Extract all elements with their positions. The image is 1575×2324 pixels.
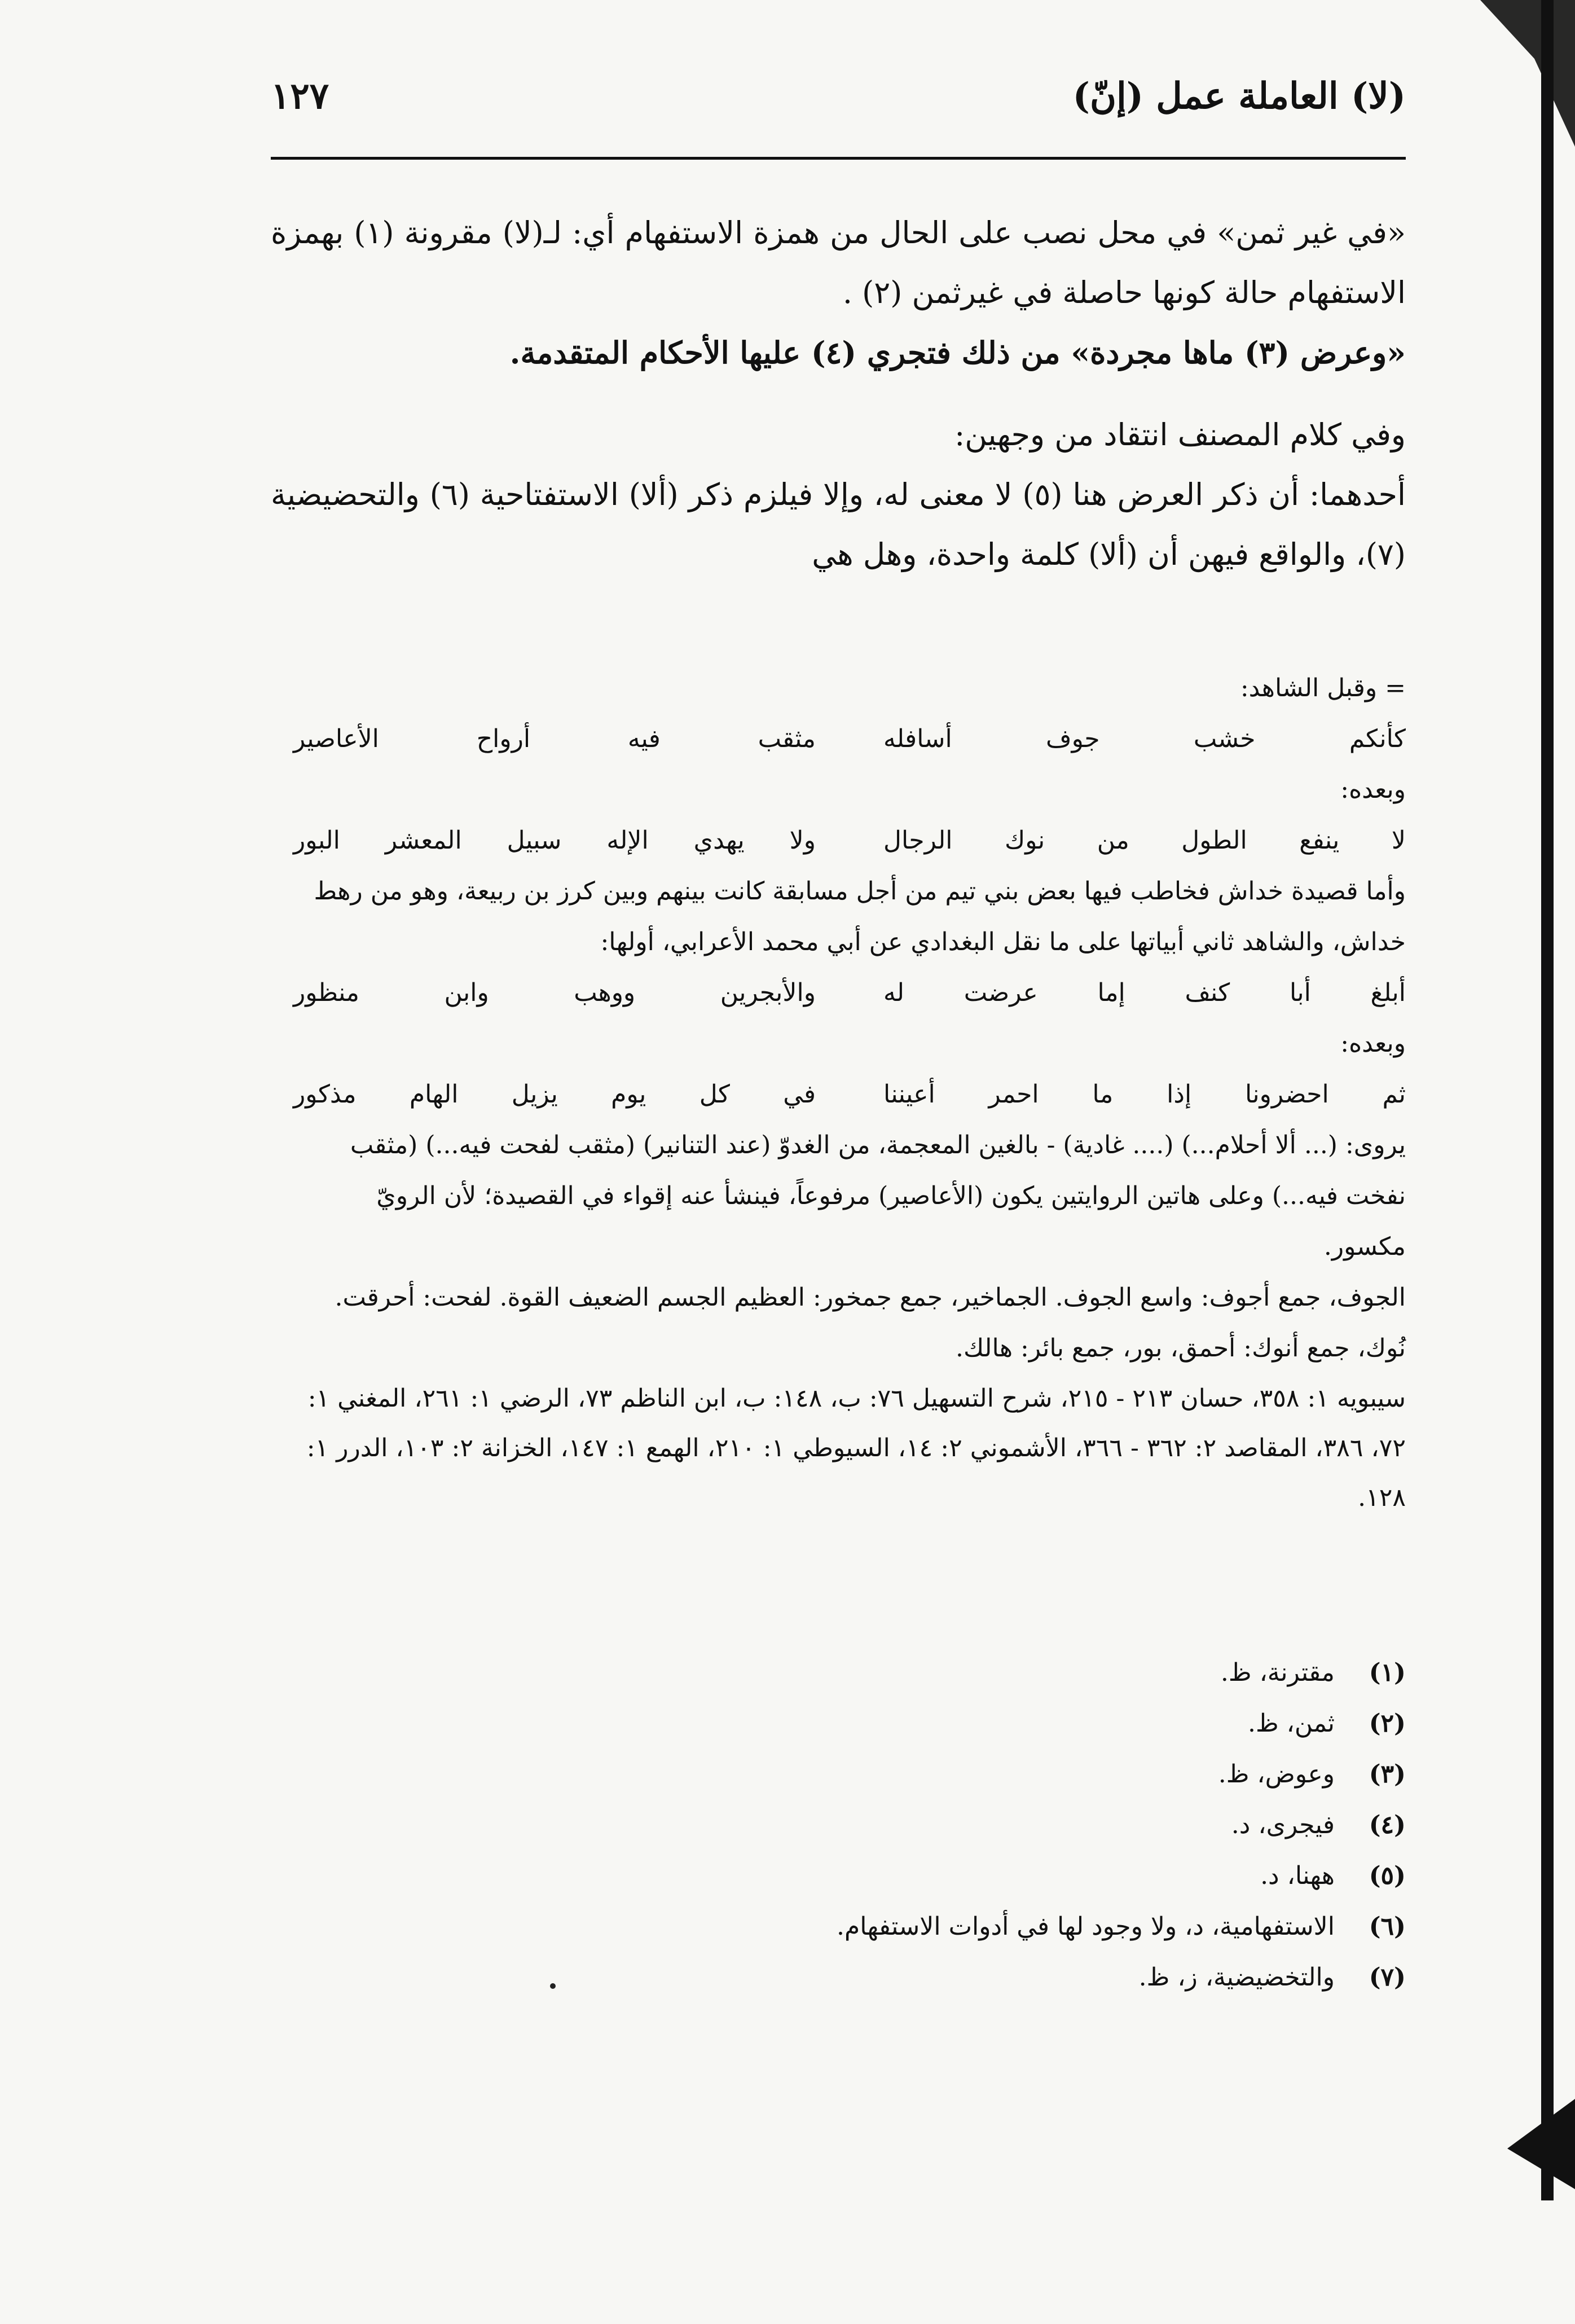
- footnote-number: (٢): [1369, 1709, 1406, 1738]
- paragraph-1: «في غير ثمن» في محل نصب على الحال من همزة الاستفهام أي: لـ(لا) مقرونة (١) بهمزة الاستفهام حالة كونها حاصلة في غيرثمن (٢) .: [271, 215, 1406, 310]
- verse-4-second-hemistich: في كل يوم يزيل الهام مذكور: [293, 1080, 816, 1109]
- footnote-text: ههنا، د.: [1260, 1861, 1335, 1890]
- references: سيبويه ١: ٣٥٨، حسان ٢١٣ - ٢١٥، شرح التسهيل ٧٦: ب، ١٤٨: ب، ابن الناظم ٧٣، الرضي ١: ٢٦١، المغني ١: ٧٢، ٣٨٦، المقاصد ٢: ٣٦٢ - ٣٦٦، الأشموني ٢: ١٤، السيوطي ١: ٢١٠، الهمع ١: ١٤٧، الخزانة ٢: ١٠٣، الدرر ١: ١٢٨.: [306, 1384, 1406, 1512]
- verse-3-first-hemistich: أبلغ أبا كنف إما عرضت له: [883, 978, 1406, 1007]
- footnote-number: (٤): [1369, 1811, 1406, 1839]
- footnote: [293, 1698, 1406, 1749]
- footnote-text: فيجرى، د.: [1231, 1811, 1335, 1839]
- commentary-notes: [293, 663, 1406, 1523]
- footnote: [293, 1749, 1406, 1800]
- footnote-number: (٣): [1369, 1760, 1406, 1789]
- commentary-prose-2: يروى: (... ألا أحلام...) (.... غادية) - بالغين المعجمة، من الغدوّ (عند التنانير) (مثقب لفحت فيه...) (مثقب نفخت فيه...) وعلى هاتين الروايتين يكون (الأعاصير) مرفوعاً، فينشأ عنه إقواء في القصيدة؛ لأن الرويّ مكسور.: [350, 1131, 1406, 1261]
- running-title: (لا) العاملة عمل (إنّ): [1072, 74, 1406, 117]
- footnote: [293, 1901, 1406, 1952]
- footnote: [293, 1800, 1406, 1851]
- verse-line-4: [293, 1069, 1406, 1120]
- footnote-number: (١): [1369, 1658, 1406, 1687]
- verse-4-first-hemistich: ثم احضرونا إذا ما احمر أعيننا: [883, 1080, 1406, 1109]
- commentary-prose-3: الجوف، جمع أجوف: واسع الجوف. الجماخير، جمع جمخور: العظيم الجسم الضعيف القوة. لفحت: أحرقت. نُوك، جمع أنوك: أحمق، بور، جمع بائر: هالك.: [335, 1283, 1406, 1363]
- verse-2-first-hemistich: لا ينفع الطول من نوك الرجال: [883, 826, 1406, 855]
- footnote-text: وعوض، ظ.: [1218, 1760, 1335, 1789]
- binding-edge: [1541, 0, 1554, 2200]
- page-header: [271, 48, 1406, 144]
- footnote-number: (٦): [1369, 1912, 1406, 1941]
- footnote-text: ثمن، ظ.: [1247, 1709, 1335, 1738]
- page-number: ١٢٧: [271, 74, 329, 117]
- footnote-number: (٧): [1369, 1963, 1406, 1992]
- footnote-text: مقترنة، ظ.: [1220, 1658, 1335, 1687]
- scan-corner-shadow: [1440, 0, 1575, 147]
- verse-line-3: [293, 968, 1406, 1018]
- after-label-2: وبعده:: [1340, 1029, 1406, 1058]
- paragraph-4: أحدهما: أن ذكر العرض هنا (٥) لا معنى له، وإلا فيلزم ذكر (ألا) الاستفتاحية (٦) والتحضيضية (٧)، والواقع فيهن أن (ألا) كلمة واحدة، وهل هي: [271, 477, 1406, 572]
- verse-line-1: [293, 714, 1406, 765]
- paragraph-3: وفي كلام المصنف انتقاد من وجهين:: [954, 417, 1406, 453]
- header-rule: [271, 157, 1406, 160]
- before-label: = وقبل الشاهد:: [1240, 674, 1406, 702]
- footnote-text: والتخضيضية، ز، ظ.: [1138, 1963, 1335, 1992]
- verse-1-second-hemistich: مثقب فيه أرواح الأعاصير: [293, 724, 816, 753]
- footnote: [293, 1648, 1406, 1698]
- footnotes: [293, 1648, 1406, 2003]
- main-text: [271, 203, 1406, 585]
- commentary-prose-1: وأما قصيدة خداش فخاطب فيها بعض بني تيم من أجل مسابقة كانت بينهم وبين كرز بن ربيعة، وهو من رهط خداش، والشاهد ثاني أبياتها على ما نقل البغدادي عن أبي محمد الأعرابي، أولها:: [314, 877, 1406, 956]
- verse-line-2: [293, 815, 1406, 866]
- verse-2-second-hemistich: ولا يهدي الإله سبيل المعشر البور: [293, 826, 816, 855]
- paragraph-2: «وعرض (٣) ماها مجردة» من ذلك فتجري (٤) عليها الأحكام المتقدمة.: [509, 335, 1406, 371]
- footnote: [293, 1851, 1406, 1901]
- footnote: [293, 1952, 1406, 2003]
- after-label-1: وبعده:: [1340, 775, 1406, 804]
- verse-1-first-hemistich: كأنكم خشب جوف أسافله: [883, 724, 1406, 753]
- verse-3-second-hemistich: والأبجرين ووهب وابن منظور: [293, 978, 816, 1007]
- footnote-text: الاستفهامية، د، ولا وجود لها في أدوات الاستفهام.: [836, 1912, 1335, 1941]
- footnote-number: (٥): [1369, 1861, 1406, 1890]
